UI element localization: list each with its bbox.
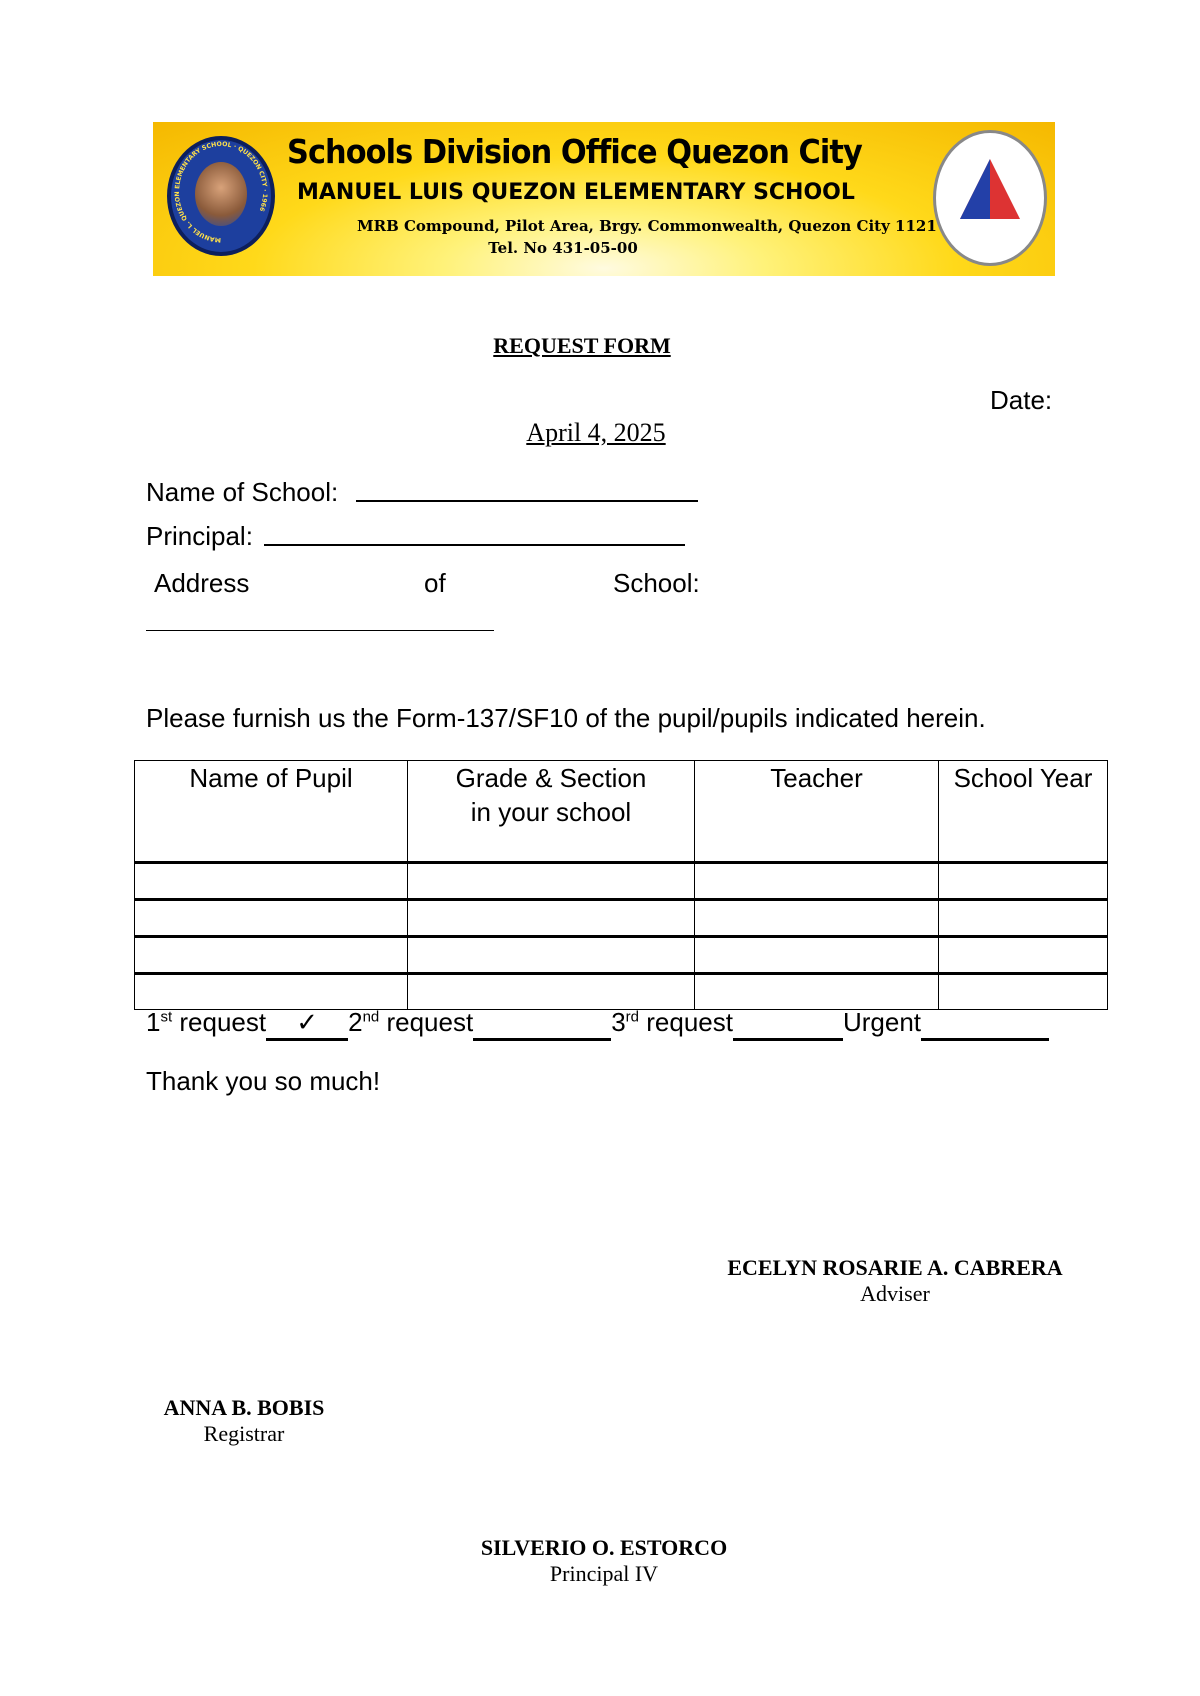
pupil-table	[134, 760, 1108, 1010]
second-request-field[interactable]	[473, 1007, 611, 1041]
signatory-role: Adviser	[860, 1281, 930, 1306]
instruction-text: Please furnish us the Form-137/SF10 of the pupil/pupils indicated herein.	[146, 703, 986, 733]
cell[interactable]	[135, 974, 408, 1010]
school-logo	[167, 136, 275, 256]
school-logo-text: MANUEL L. QUEZON ELEMENTARY SCHOOL · QUEZON CITY · 1966	[173, 140, 269, 244]
cell[interactable]	[408, 974, 695, 1010]
urgent-label: Urgent	[842, 1007, 922, 1037]
school-address: MRB Compound, Pilot Area, Brgy. Commonwealth, Quezon City 1121	[357, 217, 937, 235]
third-request-label: request	[639, 1007, 733, 1037]
school-tel: Tel. No 431-05-00	[488, 239, 638, 257]
second-request-num: 2	[348, 1007, 363, 1037]
date-value: April 4, 2025	[526, 418, 666, 447]
principal-label: Principal:	[146, 521, 253, 551]
table-row	[135, 937, 1108, 974]
signatory-role: Principal IV	[549, 1561, 659, 1586]
signatory-name: ECELYN ROSARIE A. CABRERA	[727, 1255, 1063, 1280]
principal-field[interactable]	[264, 544, 685, 546]
header-teacher: Teacher	[695, 761, 939, 863]
cell[interactable]	[695, 974, 939, 1010]
signatory-role: Registrar	[203, 1421, 285, 1446]
cell[interactable]	[695, 937, 939, 974]
second-request-label: request	[379, 1007, 474, 1037]
cell[interactable]	[939, 937, 1108, 974]
signatory-name: ANNA B. BOBIS	[163, 1395, 325, 1420]
second-request-sup: nd	[362, 1008, 380, 1026]
address-label-3: School:	[613, 568, 700, 598]
cell[interactable]	[939, 863, 1108, 900]
urgent-field[interactable]	[921, 1007, 1049, 1041]
first-request-label: request	[172, 1007, 267, 1037]
closing-text: Thank you so much!	[146, 1066, 381, 1096]
cell[interactable]	[135, 863, 408, 900]
division-seal	[933, 130, 1047, 266]
date-label: Date:	[990, 385, 1053, 415]
cell[interactable]	[939, 974, 1108, 1010]
cell[interactable]	[408, 937, 695, 974]
name-of-school-label: Name of School:	[146, 477, 339, 507]
cell[interactable]	[408, 863, 695, 900]
header-name-of-pupil: Name of Pupil	[135, 761, 408, 863]
name-of-school-field[interactable]	[356, 500, 698, 502]
cell[interactable]	[135, 937, 408, 974]
first-request-sup: st	[160, 1008, 173, 1026]
school-name: MANUEL LUIS QUEZON ELEMENTARY SCHOOL	[297, 180, 855, 205]
request-line	[146, 1007, 1049, 1041]
table-row	[135, 900, 1108, 937]
first-request-num: 1	[146, 1007, 161, 1037]
check-icon: ✓	[296, 1007, 318, 1037]
first-request-field[interactable]	[266, 1007, 348, 1041]
division-title: Schools Division Office Quezon City	[287, 132, 862, 171]
third-request-num: 3	[611, 1007, 626, 1037]
signatory-name: SILVERIO O. ESTORCO	[480, 1535, 728, 1560]
header-school-year: School Year	[939, 761, 1108, 863]
table-row	[135, 974, 1108, 1010]
school-logo-ring-text	[171, 140, 271, 252]
cell[interactable]	[695, 863, 939, 900]
cell[interactable]	[695, 900, 939, 937]
third-request-sup: rd	[625, 1008, 640, 1026]
table-header-row	[135, 761, 1108, 863]
cell[interactable]	[939, 900, 1108, 937]
form-title: REQUEST FORM	[493, 333, 671, 358]
cell[interactable]	[135, 900, 408, 937]
third-request-field[interactable]	[733, 1007, 843, 1041]
signatory-principal	[481, 1535, 727, 1587]
signatory-adviser	[727, 1255, 1062, 1307]
address-label-1: Address	[154, 568, 250, 598]
signatory-registrar	[164, 1395, 325, 1447]
school-header-banner	[153, 122, 1055, 276]
header-grade-section: Grade & Section in your school	[408, 761, 695, 863]
cell[interactable]	[408, 900, 695, 937]
address-label-2: of	[424, 568, 446, 598]
svg-text:MANUEL L. QUEZON ELEMENTARY SC	[174, 141, 268, 243]
address-field[interactable]	[146, 630, 494, 631]
table-row	[135, 863, 1108, 900]
